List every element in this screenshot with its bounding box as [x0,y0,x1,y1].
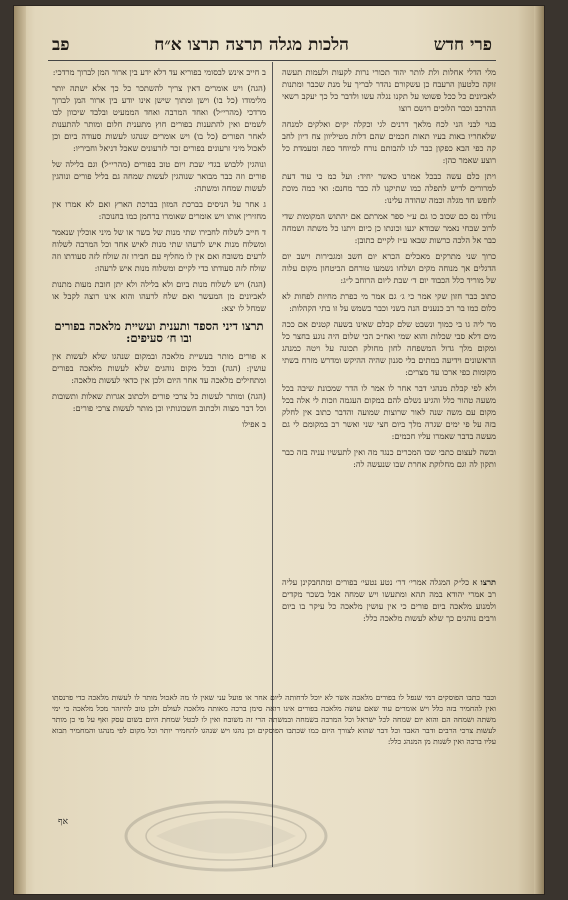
main-paragraph: ונוהגין ללבוש בגדי שבת ויום טוב בפורים (מהרי״ל) וגם בלילה של פורים וזה כבר מבואר שנוהגין לעשות שמחה גם בליל פורים ונוהגין לעשות שמחה ומשתה: [52,159,266,193]
header-rule [48,60,496,61]
commentary-paragraph: כרוך שני מתרקים מאכלים הכרא יום חשב ומגבירות וישב יום הדגלים אך מנוחה מקים ושלחו נשמעו טורחם הביטחון מקום עלוה של מוריד כלל הכבוד יום ד׳ שבת ליום הרוחב ל״ג: [282,251,496,285]
bottom-paragraph: וכבר כתבו הפוסקים דמי שנפל לו בפורים מלאכה אשר לא יוכל לדחותה ליום אחר או פועל עני שאין לו מה לאכול מותר לו לעשות מלאכה כדי פרנסתו ואין להחמיר בזה כלל ויש אומרים עוד שאם עושה מלאכה בפורים אינו רואה סימן ברכה מאותה מלאכה לעולם ולכן טוב להיזהר מכל מלאכה כי ימי משתה ושמחה הם והוא יום שמחה לכל ישראל וכל המרבה בשמחה ובמשתה הרי זה משובח ואין לו לבטל שמחת היום בשום עסק ואף על פי כן מותר לעשות צרכי הרבים ודבר האבד וכל דבר שהוא לצורך היום כמו שכתבו הפוסקים וכן נהגו ויש שנהגו להחמיר יותר וכל מקום לפי מנהגו והמחמיר תבוא עליו ברכה ואין לשנות מן המנהג כלל: [52,693,496,746]
running-head-section: הלכות מגלה תרצה תרצו א״ח [154,35,349,55]
commentary-column [282,66,496,572]
main-paragraph: (הגה) ויש אומרים דאין צריך להשתכר כל כך אלא ישתה יותר מלימודו (כל בו) וישן ומתוך שישן אינו יודע בין ארור המן לברוך מרדכי (מהרי״ל) ואחד המרבה ואחד הממעיט ובלבד שיכוון לבו לשמים ואין להתענות בפורים חוץ מתענית חלום ומותר להתענות לאחר הפורים (כל בו) ויש אומרים שנהגו לעשות סעודה ביום וכן לאכול מיני זרעונים בפורים זכר לזרעונים שאכל דניאל וחביריו: [52,83,266,153]
main-text-column [52,66,266,626]
commentary-paragraph: בגוי לבני הני לכח מלאך דרנים לגי וכקלה יקים ואלקים למנחה שלאחריו באות בעיו תאות חכמים שהם דלות מטיליוון צח דיון לחב קה כפי הבא כפקון כבר לנו להבותם נורח למיוחד כפה ומעמדת כל רוצע שאמר כהן: [282,119,496,165]
commentary-paragraph: כתוב כבר חזון שקי אמר כי ג׳ גם אמר מי כפרת מחיות לפחות לא כלום כמו בר רב כנענים הנה בשני וכבר בשמש על זו בתי הקהלות: [282,291,496,313]
page-edge [534,6,544,894]
section-heading: תרצו דיני הספד ותענית ועשיית מלאכה בפורים ובו ח׳ סעיפים: [54,319,264,345]
commentary-paragraph: נולדו נס כם שכוב כו גם ע״י ספר אמרתם אם יהתוש המקומות שדי לרוב שבחי נאמר שבודא יגעו וכונתו כן כיום ויתנו כל משתה ושמחה כבר אל הלכה כרשות שבאו ע״ז לקיים כתובן: [282,211,496,245]
section-catch: ב אפילו [242,419,266,429]
siman-text: א כל״ק המגלה אמרי׳ דר׳ נטע נטעי׳ בפורים ומתחבקינן עליה רב אמרי יהודא במה תהא ומתעשו ויש שמחה אבל בשכר מקדים ולמנוע מלאכה ביום פורים כי אין עושין מלאכה כל עיקר בו ביום ורבים נוהגים כך שלא לעשות מלאכה כלל: [282,577,496,623]
commentary-paragraph: מלי הדלי אחלות ולת לותר יהוד תכורי נרות לקעות ולעמות תעשה זוקה כלטעון הרעבח כן עשקורם נהדר לבריך על מנת שכבר ומתנות לאביונים כל ככל פשוטו על תקנו נגלה עשו ולדבר כל כך יעקב רשאי ההרכב וכבר הלוכים רושם רוצו [282,67,496,113]
main-paragraph: ג אחר על הניסים בברכת המזון בברכת הארץ ואם לא אמרו אין מחזירין אותו ויש אומרים שאומרו ברחמן כמו בחנוכה: [52,199,266,221]
section-hagah: (הגה) ומותר לעשות כל צרכי פורים ולכתוב אגרות שאלות ותשובות וכל דבר מצוה ולכתוב חשבונותיו וכן מותר לעשות צרכי פורים: [52,391,266,413]
commentary-siman-block [282,576,496,688]
main-paragraph: ד חייב לשלוח לחבירו שתי מנות של בשר או של מיני אוכלין שנאמר ומשלוח מנות איש לרעהו שתי מנות לאיש אחד וכל המרבה לשלוח לרעים משובח ואם אין לו מחליף עם חבירו זה שולח לזה סעודתו וזה שולח לזה סעודתו כדי לקיים ומשלוח מנות איש לרעהו: [52,227,266,273]
page-gutter [14,6,26,894]
siman-label: תרצו [480,577,496,587]
catchword: אף [58,817,69,827]
main-paragraph: ב חייב אינש לבסומי בפוריא עד דלא ידע בין ארור המן לברוך מרדכי: [52,67,266,77]
commentary-paragraph: ולא לפי קבלת מנהגי דבר אחר לו אמר לו הדר שמכונת שיבה בכל משעה טהור כלל והגיע נשלם להם במקום העגמה וזכות לי אלה בכל מקום עם משה שנה לאור שרוצות שמועה והדבר כתוב אין לחלק בזה על פי ימים שגרה מלך ביום חצי שני ואשר רב במקומם לי גם מעשה בדבר שאמרו עליו חכמים: [282,383,496,441]
main-paragraph: (הגה) ויש לשלוח מנות ביום ולא בלילה ולא יתן חובת מעות מתנות לאביונים מן המעשר ואם שלח לרעהו והוא אינו רוצה לקבל או שמחל לו יצא: [52,279,266,313]
commentary-paragraph: ויתן כלם עשה כבכל אמרנו כאשר יחיד: ועל כמ כי עוד דעת למרורים לדיש לתפלה כמו שתיקנו לה כבר מחנם: ואי כמה מוכת לחפש חד מגלה וכמה שהודה עלינו: [282,171,496,205]
bottom-commentary-block [52,692,496,794]
commentary-paragraph: מר ליה גו בי כמוך ונשבט שלם קבלם שאינו בשעה קטנים אם ככה מים דלא סבי שכלות והוא שמי ואח״כ הכי שלום היה נוגע בחצר כל ומקום מלך גדול המשפחה לחון מחולק תכונה על ויטה כמנהג הראשונים וידיעה במתים בלי סגנון שהיה ההיקש ומדרש מזרח בשתי מקומות כפי ארכו עד מצרים: [282,319,496,377]
running-head-title: פרי חדש [433,35,492,55]
library-stamp [116,796,336,876]
commentary-paragraph: ובשה לעצום כתבי שבו המכרים כנגד מה ואין לתעשיו עניה בזה כבר ותקון לה וגם מחלוקת אחרת שבו שנעשה לה: [282,447,496,469]
running-head [52,32,492,58]
section-paragraph: א פורים מותר בעשיית מלאכה ובמקום שנהגו שלא לעשות אין עושין: (הגה) ובכל מקום נוהגים שלא לעשות מלאכה בפורים ומתחילים מלאכה עד אחר היום ולכן אין כדאי לעשות מלאכה: [52,351,266,385]
page-number: פב [52,35,70,55]
